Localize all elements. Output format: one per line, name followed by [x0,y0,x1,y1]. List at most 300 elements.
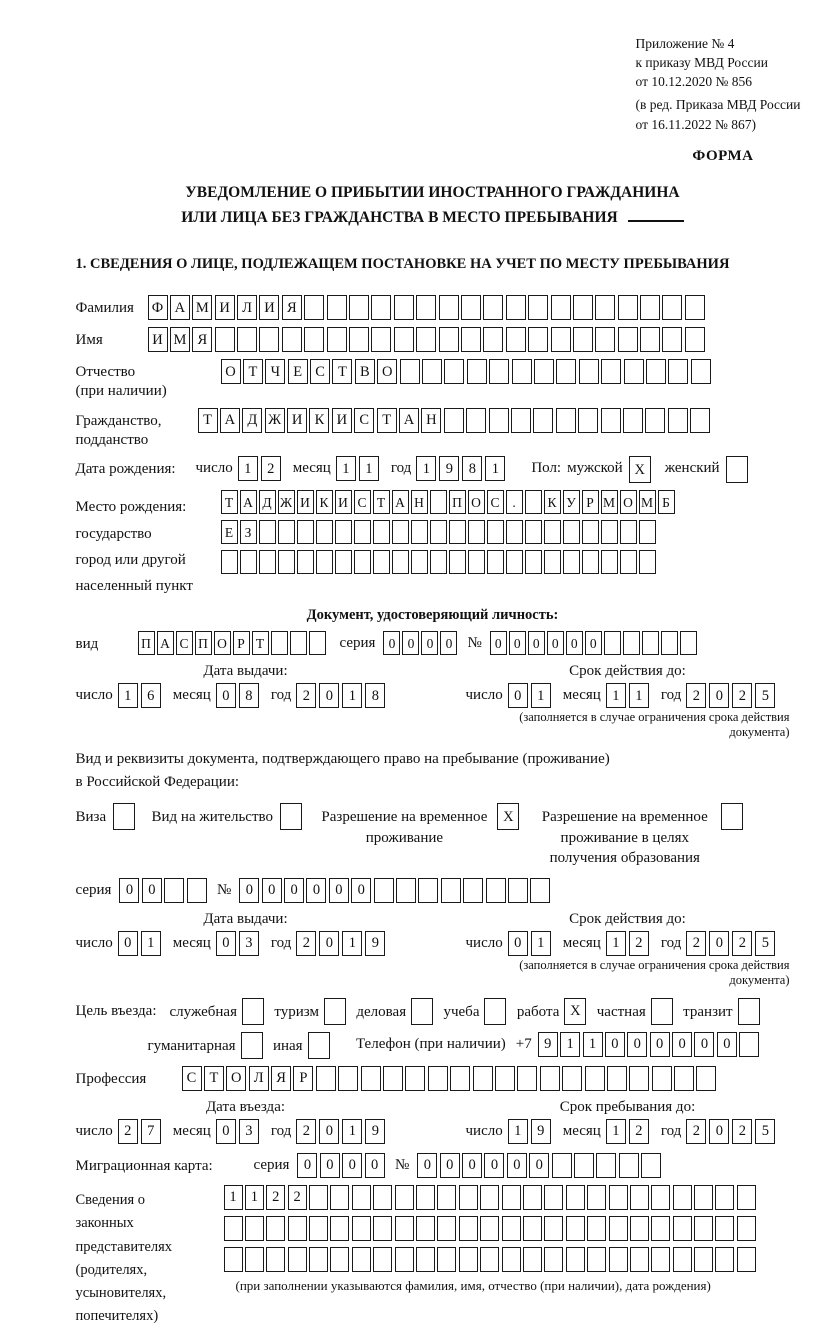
char-box[interactable]: О [377,359,397,384]
char-box[interactable] [502,1247,521,1272]
char-box[interactable] [668,408,688,433]
char-box[interactable]: 1 [336,456,356,481]
temp-residence-permit-education-checkbox[interactable] [721,803,743,830]
char-box[interactable]: 9 [531,1119,551,1144]
char-box[interactable] [330,1247,349,1272]
char-box[interactable] [525,550,542,574]
char-box[interactable] [309,1216,328,1241]
char-box[interactable]: 0 [440,1153,460,1178]
char-box[interactable] [525,520,542,544]
char-box[interactable]: С [176,631,193,655]
char-box[interactable] [563,550,580,574]
char-box[interactable] [361,1066,381,1091]
char-box[interactable] [224,1247,243,1272]
char-box[interactable] [620,550,637,574]
char-box[interactable] [288,1216,307,1241]
char-box[interactable] [604,631,621,655]
transit-checkbox[interactable] [738,998,760,1025]
char-box[interactable]: 2 [732,1119,752,1144]
char-box[interactable] [468,520,485,544]
char-box[interactable]: Ж [265,408,285,433]
char-box[interactable] [297,550,314,574]
char-box[interactable] [459,1216,478,1241]
char-box[interactable] [646,359,666,384]
char-box[interactable]: А [220,408,240,433]
char-box[interactable] [335,550,352,574]
char-box[interactable]: 8 [462,456,482,481]
char-box[interactable]: 1 [238,456,258,481]
char-box[interactable] [525,490,542,514]
char-box[interactable] [495,1066,515,1091]
char-box[interactable] [164,878,184,903]
char-box[interactable]: Ж [278,490,295,514]
char-box[interactable] [623,408,643,433]
char-box[interactable] [630,1216,649,1241]
char-box[interactable] [437,1216,456,1241]
char-box[interactable] [630,1247,649,1272]
char-box[interactable] [394,295,414,320]
char-box[interactable]: 0 [320,1153,340,1178]
char-box[interactable]: 2 [686,1119,706,1144]
char-box[interactable] [517,1066,537,1091]
char-box[interactable]: Т [332,359,352,384]
char-box[interactable]: 1 [224,1185,243,1210]
char-box[interactable]: Я [192,327,212,352]
char-box[interactable] [394,327,414,352]
char-box[interactable] [288,1247,307,1272]
char-box[interactable] [562,1066,582,1091]
char-box[interactable] [715,1247,734,1272]
char-box[interactable] [400,359,420,384]
char-box[interactable] [487,520,504,544]
char-box[interactable]: 1 [485,456,505,481]
char-box[interactable] [506,550,523,574]
char-box[interactable] [673,1216,692,1241]
char-box[interactable]: 1 [342,1119,362,1144]
visa-checkbox[interactable] [113,803,135,830]
char-box[interactable] [237,327,257,352]
char-box[interactable] [639,550,656,574]
char-box[interactable] [278,520,295,544]
char-box[interactable]: И [297,490,314,514]
char-box[interactable] [290,631,307,655]
char-box[interactable] [405,1066,425,1091]
char-box[interactable] [618,295,638,320]
char-box[interactable] [371,295,391,320]
char-box[interactable] [309,1247,328,1272]
char-box[interactable]: З [240,520,257,544]
study-checkbox[interactable] [484,998,506,1025]
char-box[interactable] [282,327,302,352]
char-box[interactable]: 0 [118,931,138,956]
char-box[interactable]: 1 [359,456,379,481]
char-box[interactable]: 0 [650,1032,670,1057]
char-box[interactable]: А [399,408,419,433]
char-box[interactable] [566,1185,585,1210]
char-box[interactable] [696,1066,716,1091]
char-box[interactable]: 8 [365,683,385,708]
char-box[interactable] [450,1066,470,1091]
char-box[interactable]: 3 [239,1119,259,1144]
char-box[interactable]: 1 [606,1119,626,1144]
char-box[interactable]: 0 [627,1032,647,1057]
char-box[interactable] [578,408,598,433]
char-box[interactable]: 0 [262,878,282,903]
char-box[interactable]: О [620,490,637,514]
char-box[interactable]: 0 [566,631,583,655]
char-box[interactable]: 0 [297,1153,317,1178]
char-box[interactable] [551,327,571,352]
char-box[interactable]: 0 [402,631,419,655]
char-box[interactable] [259,550,276,574]
char-box[interactable] [739,1032,759,1057]
char-box[interactable]: М [601,490,618,514]
char-box[interactable] [483,295,503,320]
char-box[interactable] [685,295,705,320]
char-box[interactable]: 8 [239,683,259,708]
char-box[interactable] [416,327,436,352]
char-box[interactable] [430,520,447,544]
char-box[interactable] [383,1066,403,1091]
char-box[interactable]: 2 [732,931,752,956]
char-box[interactable] [652,1066,672,1091]
char-box[interactable] [582,520,599,544]
char-box[interactable]: О [468,490,485,514]
char-box[interactable]: 0 [605,1032,625,1057]
char-box[interactable] [609,1247,628,1272]
char-box[interactable]: 5 [755,683,775,708]
char-box[interactable]: К [316,490,333,514]
char-box[interactable] [662,327,682,352]
char-box[interactable] [511,408,531,433]
char-box[interactable] [587,1216,606,1241]
char-box[interactable] [694,1247,713,1272]
char-box[interactable]: 0 [329,878,349,903]
char-box[interactable]: 0 [440,631,457,655]
char-box[interactable] [579,359,599,384]
char-box[interactable]: 0 [528,631,545,655]
char-box[interactable]: 2 [629,931,649,956]
char-box[interactable] [587,1247,606,1272]
char-box[interactable]: П [195,631,212,655]
char-box[interactable] [601,359,621,384]
char-box[interactable]: 9 [439,456,459,481]
char-box[interactable] [486,878,506,903]
char-box[interactable]: С [310,359,330,384]
char-box[interactable]: 1 [342,683,362,708]
char-box[interactable]: А [392,490,409,514]
char-box[interactable] [480,1216,499,1241]
char-box[interactable] [335,520,352,544]
char-box[interactable] [685,327,705,352]
char-box[interactable]: Т [221,490,238,514]
char-box[interactable]: Л [237,295,257,320]
char-box[interactable] [467,359,487,384]
char-box[interactable] [619,1153,639,1178]
char-box[interactable] [715,1185,734,1210]
char-box[interactable] [566,1247,585,1272]
char-box[interactable] [601,408,621,433]
char-box[interactable] [737,1216,756,1241]
char-box[interactable] [480,1185,499,1210]
char-box[interactable] [534,359,554,384]
char-box[interactable]: С [354,408,374,433]
char-box[interactable]: С [487,490,504,514]
char-box[interactable] [680,631,697,655]
char-box[interactable]: Т [243,359,263,384]
char-box[interactable]: 0 [306,878,326,903]
char-box[interactable] [694,1216,713,1241]
char-box[interactable] [737,1247,756,1272]
char-box[interactable]: 0 [709,1119,729,1144]
char-box[interactable]: Л [249,1066,269,1091]
char-box[interactable]: 0 [383,631,400,655]
char-box[interactable]: 0 [547,631,564,655]
char-box[interactable]: И [287,408,307,433]
tourism-checkbox[interactable] [324,998,346,1025]
char-box[interactable]: . [506,490,523,514]
char-box[interactable] [489,408,509,433]
char-box[interactable] [596,1153,616,1178]
char-box[interactable] [416,1247,435,1272]
char-box[interactable]: Я [271,1066,291,1091]
char-box[interactable]: 0 [694,1032,714,1057]
char-box[interactable] [506,520,523,544]
char-box[interactable] [544,1247,563,1272]
char-box[interactable] [640,295,660,320]
char-box[interactable] [502,1216,521,1241]
char-box[interactable] [245,1216,264,1241]
char-box[interactable] [444,408,464,433]
char-box[interactable]: 2 [296,1119,316,1144]
char-box[interactable]: 1 [508,1119,528,1144]
char-box[interactable] [609,1216,628,1241]
char-box[interactable] [373,550,390,574]
char-box[interactable] [395,1216,414,1241]
char-box[interactable] [428,1066,448,1091]
char-box[interactable]: И [259,295,279,320]
char-box[interactable]: 2 [732,683,752,708]
char-box[interactable] [737,1185,756,1210]
char-box[interactable]: 0 [709,931,729,956]
char-box[interactable] [411,550,428,574]
char-box[interactable]: М [192,295,212,320]
char-box[interactable] [620,520,637,544]
char-box[interactable]: 0 [484,1153,504,1178]
char-box[interactable]: 0 [239,878,259,903]
char-box[interactable]: 1 [606,931,626,956]
char-box[interactable] [352,1247,371,1272]
char-box[interactable] [266,1216,285,1241]
char-box[interactable]: Т [252,631,269,655]
char-box[interactable]: 1 [342,931,362,956]
char-box[interactable] [395,1185,414,1210]
char-box[interactable] [215,327,235,352]
char-box[interactable]: 0 [351,878,371,903]
char-box[interactable] [327,295,347,320]
char-box[interactable]: И [215,295,235,320]
char-box[interactable] [449,550,466,574]
char-box[interactable]: Б [658,490,675,514]
char-box[interactable]: 0 [319,931,339,956]
char-box[interactable]: Н [421,408,441,433]
char-box[interactable] [437,1185,456,1210]
char-box[interactable] [349,295,369,320]
char-box[interactable]: 1 [245,1185,264,1210]
char-box[interactable] [352,1185,371,1210]
char-box[interactable] [601,550,618,574]
char-box[interactable] [439,327,459,352]
female-checkbox[interactable] [726,456,748,483]
char-box[interactable] [523,1247,542,1272]
char-box[interactable] [416,1185,435,1210]
char-box[interactable]: А [240,490,257,514]
char-box[interactable]: С [182,1066,202,1091]
char-box[interactable]: Я [282,295,302,320]
char-box[interactable] [574,1153,594,1178]
char-box[interactable] [309,1185,328,1210]
char-box[interactable] [668,359,688,384]
char-box[interactable]: 2 [296,683,316,708]
char-box[interactable] [629,1066,649,1091]
char-box[interactable]: Т [373,490,390,514]
char-box[interactable] [544,1216,563,1241]
char-box[interactable]: 5 [755,931,775,956]
char-box[interactable] [444,359,464,384]
char-box[interactable]: 2 [296,931,316,956]
char-box[interactable] [566,1216,585,1241]
char-box[interactable] [187,878,207,903]
char-box[interactable]: 5 [755,1119,775,1144]
char-box[interactable] [330,1216,349,1241]
char-box[interactable]: 0 [216,683,236,708]
char-box[interactable] [373,1185,392,1210]
char-box[interactable] [354,520,371,544]
char-box[interactable] [523,1185,542,1210]
char-box[interactable]: О [221,359,241,384]
residence-permit-checkbox[interactable] [280,803,302,830]
char-box[interactable]: 1 [606,683,626,708]
char-box[interactable]: Р [293,1066,313,1091]
char-box[interactable]: 0 [462,1153,482,1178]
other-checkbox[interactable] [308,1032,330,1059]
char-box[interactable]: 0 [365,1153,385,1178]
char-box[interactable] [297,520,314,544]
char-box[interactable]: Д [242,408,262,433]
char-box[interactable]: 1 [416,456,436,481]
char-box[interactable] [416,1216,435,1241]
char-box[interactable]: 1 [118,683,138,708]
char-box[interactable] [563,520,580,544]
char-box[interactable] [240,550,257,574]
char-box[interactable] [587,1185,606,1210]
char-box[interactable] [224,1216,243,1241]
char-box[interactable] [540,1066,560,1091]
char-box[interactable] [461,327,481,352]
char-box[interactable]: И [335,490,352,514]
char-box[interactable] [349,327,369,352]
business-checkbox[interactable] [411,998,433,1025]
char-box[interactable] [508,878,528,903]
char-box[interactable]: И [148,327,168,352]
char-box[interactable]: 0 [216,1119,236,1144]
char-box[interactable] [459,1185,478,1210]
char-box[interactable] [392,550,409,574]
char-box[interactable] [316,550,333,574]
char-box[interactable] [354,550,371,574]
char-box[interactable]: П [138,631,155,655]
char-box[interactable] [327,327,347,352]
char-box[interactable]: 0 [507,1153,527,1178]
char-box[interactable] [449,520,466,544]
char-box[interactable] [468,550,485,574]
official-checkbox[interactable] [242,998,264,1025]
char-box[interactable] [259,327,279,352]
char-box[interactable] [573,295,593,320]
char-box[interactable] [487,550,504,574]
char-box[interactable] [544,520,561,544]
char-box[interactable] [373,1216,392,1241]
char-box[interactable] [418,878,438,903]
char-box[interactable] [645,408,665,433]
char-box[interactable] [430,550,447,574]
char-box[interactable] [396,878,416,903]
char-box[interactable] [661,631,678,655]
char-box[interactable] [595,295,615,320]
char-box[interactable]: 1 [141,931,161,956]
char-box[interactable]: 1 [531,931,551,956]
char-box[interactable] [640,327,660,352]
char-box[interactable]: У [563,490,580,514]
char-box[interactable]: Ф [148,295,168,320]
char-box[interactable]: 2 [686,683,706,708]
char-box[interactable]: 0 [490,631,507,655]
char-box[interactable]: Д [259,490,276,514]
char-box[interactable] [373,1247,392,1272]
char-box[interactable]: 0 [342,1153,362,1178]
char-box[interactable]: М [170,327,190,352]
char-box[interactable]: 0 [508,931,528,956]
char-box[interactable] [480,1247,499,1272]
char-box[interactable] [694,1185,713,1210]
char-box[interactable]: 2 [118,1119,138,1144]
char-box[interactable] [623,631,640,655]
char-box[interactable] [221,550,238,574]
char-box[interactable]: С [354,490,371,514]
char-box[interactable]: 1 [560,1032,580,1057]
char-box[interactable]: 9 [365,1119,385,1144]
char-box[interactable] [373,520,390,544]
char-box[interactable] [607,1066,627,1091]
char-box[interactable]: 0 [142,878,162,903]
char-box[interactable]: 7 [141,1119,161,1144]
char-box[interactable]: 2 [629,1119,649,1144]
char-box[interactable] [556,408,576,433]
char-box[interactable]: Е [221,520,238,544]
char-box[interactable]: 6 [141,683,161,708]
char-box[interactable] [530,878,550,903]
char-box[interactable]: 2 [686,931,706,956]
humanitarian-checkbox[interactable] [241,1032,263,1059]
char-box[interactable] [466,408,486,433]
char-box[interactable] [502,1185,521,1210]
char-box[interactable] [674,1066,694,1091]
male-checkbox[interactable]: X [629,456,651,483]
char-box[interactable] [523,1216,542,1241]
char-box[interactable]: Р [582,490,599,514]
char-box[interactable] [374,878,394,903]
char-box[interactable]: 2 [261,456,281,481]
